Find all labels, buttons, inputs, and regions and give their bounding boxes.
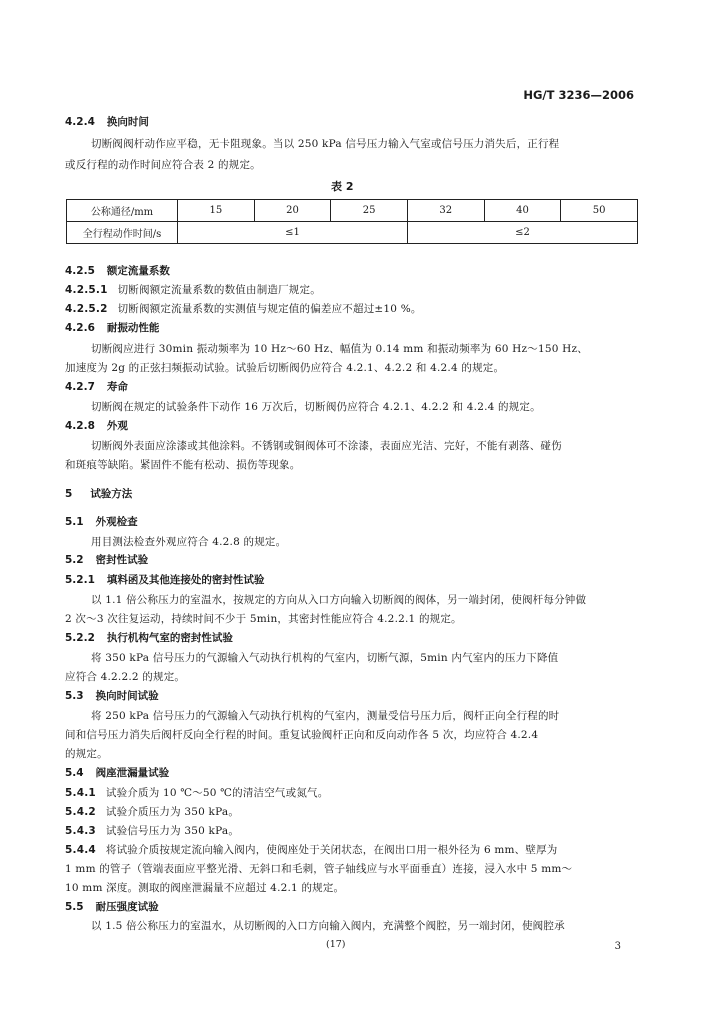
clause-line: 5.4.2 试验介质压力为 350 kPa。 bbox=[65, 806, 240, 818]
paragraph-line: 的规定。 bbox=[65, 748, 108, 760]
paragraph-line: 2 次～3 次往复运动，持续时间不少于 5min，其密封性能应符合 4.2.2.1 的规定。 bbox=[65, 613, 462, 625]
paragraph-line: 和斑痕等缺陷。紧固件不能有松动、损伤等现象。 bbox=[65, 459, 301, 471]
table-cell: ≤1 bbox=[178, 222, 408, 244]
chapter-heading: 5 试验方法 bbox=[65, 488, 133, 500]
section-heading: 5.3 换向时间试验 bbox=[65, 690, 159, 702]
paragraph-line: 以 1.1 倍公称压力的室温水，按规定的方向从入口方向输入切断阀的阀体，另一端封闭，使阀杆每分钟做 bbox=[91, 594, 587, 606]
clause-line: 5.4.3 试验信号压力为 350 kPa。 bbox=[65, 825, 240, 837]
page-number-right: 3 bbox=[614, 941, 621, 952]
section-heading: 4.2.6 耐振动性能 bbox=[65, 322, 160, 334]
paragraph-line: 切断阀在规定的试验条件下动作 16 万次后，切断阀仍应符合 4.2.1、4.2.2 和 4.2.4 的规定。 bbox=[91, 401, 541, 413]
clause-line: 5.4.4 将试验介质按规定流向输入阀内，使阀座处于关闭状态，在阀出口用一根外径为 6 mm、壁厚为 bbox=[65, 844, 558, 856]
section-heading: 4.2.8 外观 bbox=[65, 420, 128, 432]
table-cell: 50 bbox=[561, 200, 638, 222]
table-row bbox=[67, 200, 638, 222]
table-caption: 表 2 bbox=[331, 180, 354, 193]
section-heading: 5.2 密封性试验 bbox=[65, 554, 149, 566]
table-row bbox=[67, 222, 638, 244]
section-heading: 5.4 阀座泄漏量试验 bbox=[65, 767, 170, 779]
paragraph-line: 将 350 kPa 信号压力的气源输入气动执行机构的气室内，切断气源，5min 内气室内的压力下降值 bbox=[91, 652, 559, 664]
table-cell: 32 bbox=[407, 200, 484, 222]
document-number: HG/T 3236—2006 bbox=[523, 88, 634, 102]
paragraph-line: 10 mm 深度。测取的阀座泄漏量不应超过 4.2.1 的规定。 bbox=[65, 882, 345, 894]
table-cell: ≤2 bbox=[407, 222, 637, 244]
clause-line: 4.2.5.2 切断阀额定流量系数的实测值与规定值的偏差应不超过±10 %。 bbox=[65, 303, 422, 315]
section-heading: 4.2.5 额定流量系数 bbox=[65, 265, 170, 277]
section-heading: 5.2.1 填料函及其他连接处的密封性试验 bbox=[65, 574, 265, 586]
paragraph-line: 切断阀外表面应涂漆或其他涂料。不锈钢或铜阀体可不涂漆，表面应光洁、完好，不能有剥落、碰伤 bbox=[91, 440, 562, 452]
section-heading: 5.5 耐压强度试验 bbox=[65, 901, 159, 913]
paragraph-line: 或反行程的动作时间应符合表 2 的规定。 bbox=[65, 159, 261, 171]
section-heading: 4.2.4 换向时间 bbox=[65, 116, 149, 128]
paragraph-line: 将 250 kPa 信号压力的气源输入气动执行机构的气室内，测量受信号压力后，阀杆正向全行程的时 bbox=[91, 710, 560, 722]
table-cell: 20 bbox=[254, 200, 331, 222]
section-heading: 5.2.2 执行机构气室的密封性试验 bbox=[65, 632, 233, 644]
paragraph-line: 切断阀应进行 30min 振动频率为 10 Hz～60 Hz、幅值为 0.14 mm 和振动频率为 60 Hz～150 Hz、 bbox=[91, 343, 588, 355]
table-cell: 15 bbox=[178, 200, 255, 222]
page-number-center: (17) bbox=[326, 939, 346, 950]
section-heading: 5.1 外观检查 bbox=[65, 516, 138, 528]
table-cell: 40 bbox=[484, 200, 561, 222]
table-cell: 25 bbox=[331, 200, 408, 222]
table-2 bbox=[66, 199, 638, 244]
table-header-cell: 全行程动作时间/s bbox=[67, 222, 178, 244]
paragraph-line: 1 mm 的管子（管端表面应平整光滑、无斜口和毛刺，管子轴线应与水平面垂直）连接，浸入水中 5 mm～ bbox=[65, 863, 573, 875]
clause-line: 4.2.5.1 切断阀额定流量系数的数值由制造厂规定。 bbox=[65, 284, 321, 296]
paragraph-line: 切断阀阀杆动作应平稳，无卡阻现象。当以 250 kPa 信号压力输入气室或信号压力消失后，正行程 bbox=[91, 138, 560, 150]
paragraph-line: 应符合 4.2.2.2 的规定。 bbox=[65, 671, 186, 683]
paragraph-line: 以 1.5 倍公称压力的室温水，从切断阀的入口方向输入阀内，充满整个阀腔，另一端封闭，使阀腔承 bbox=[91, 920, 565, 932]
paragraph-line: 用目测法检查外观应符合 4.2.8 的规定。 bbox=[91, 536, 287, 548]
table-header-cell: 公称通径/mm bbox=[67, 200, 178, 222]
paragraph-line: 间和信号压力消失后阀杆反向全行程的时间。重复试验阀杆正向和反向动作各 5 次，均应符合 4.2.4 bbox=[65, 729, 539, 741]
section-heading: 4.2.7 寿命 bbox=[65, 381, 128, 393]
clause-line: 5.4.1 试验介质为 10 ℃～50 ℃的清洁空气或氮气。 bbox=[65, 787, 329, 799]
paragraph-line: 加速度为 2g 的正弦扫频振动试验。试验后切断阀仍应符合 4.2.1、4.2.2 和 4.2.4 的规定。 bbox=[65, 362, 505, 374]
